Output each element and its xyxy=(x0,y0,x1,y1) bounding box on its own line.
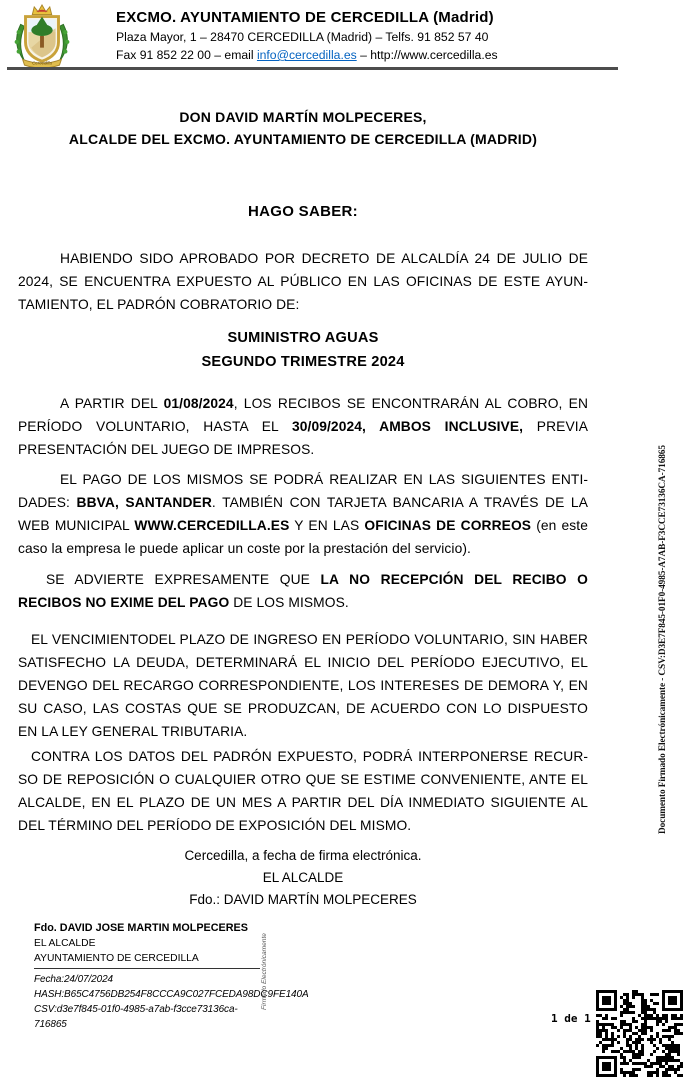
paragraph-vencimiento: EL VENCIMIENTODEL PLAZO DE INGRESO EN PERÍODO VOLUNTARIO, SIN HABER SATISFECHO LA DEUDA, DETERMINARÁ EL INICIO DEL PERÍODO EJECUTIVO, EL DEVENGO DEL RECARGO CORRESPONDIENTE, LOS INTERESES DE DEMORA Y, EN SU CASO, LAS COSTAS QUE SE PRODUZCAN, DE ACUERDO CON LO DISPUESTO EN LA LEY GENERAL TRIBUTARIA. xyxy=(18,632,588,739)
document-title xyxy=(18,106,588,150)
signature-side-note: Firmado Electrónicamente xyxy=(261,933,268,1010)
signature-divider xyxy=(34,968,260,969)
contact-prefix: Fax 91 852 22 00 – email xyxy=(116,48,257,62)
paragraph-entidades-pago xyxy=(18,468,588,560)
p4-text: DE LOS MISMOS. xyxy=(229,595,349,610)
qr-code-icon xyxy=(596,990,683,1077)
subject-line-1: SUMINISTRO AGUAS xyxy=(227,330,379,346)
signature-csv: CSV:d3e7f845-01f0-4985-a7ab-f3cce73136ca-716865 xyxy=(34,1004,238,1030)
contact-suffix: – http://www.cercedilla.es xyxy=(356,48,498,62)
p3-text: EL PAGO DE LOS MISMOS SE PODRÁ REALIZAR EN LAS SIGUIENTES ENTIDADES: xyxy=(18,472,588,510)
signature-date: Fecha:24/07/2024 xyxy=(34,974,114,985)
closing-role-line: EL ALCALDE xyxy=(262,870,344,885)
closing-signed-line: Fdo.: DAVID MARTÍN MOLPECERES xyxy=(189,892,417,907)
closing-place-line: Cercedilla, a fecha de firma electrónica. xyxy=(184,848,422,863)
electronic-signature-box xyxy=(34,921,309,1032)
logo-banner-text: Cercedilla xyxy=(32,60,52,66)
p3-correos: OFICINAS DE CORREOS xyxy=(364,518,532,533)
p2-text: A PARTIR DEL xyxy=(60,396,164,411)
csv-margin-note: Documento Firmado Electrónicamente - CSV:D3E7F845-01F0-4985-A7AB-F3CCE73136CA-716865 xyxy=(658,445,668,834)
p3-text: (en este caso la empresa le puede aplicar un coste por la prestación del servicio). xyxy=(18,518,589,556)
letterhead xyxy=(0,0,700,72)
p4-text: SE ADVIERTE EXPRESAMENTE QUE xyxy=(46,572,321,587)
p3-text: Y EN LAS xyxy=(289,518,365,533)
cercedilla-coat-of-arms-icon xyxy=(10,3,74,69)
hago-saber-heading: HAGO SABER: xyxy=(248,203,358,220)
subject-line-2: SEGUNDO TRIMESTRE 2024 xyxy=(201,354,405,370)
org-contact-line xyxy=(116,47,636,63)
p3-text: . TAMBIÉN CON TARJETA BANCARIA A TRAVÉS DE LA WEB MUNICIPAL xyxy=(18,495,589,533)
p2-fecha-inicio: 01/08/2024 xyxy=(163,396,234,411)
title-line-2: ALCALDE DEL EXCMO. AYUNTAMIENTO DE CERCEDILLA (MADRID) xyxy=(68,131,538,147)
p2-fecha-fin: 30/09/2024, AMBOS INCLUSIVE, xyxy=(291,419,524,434)
subject-heading xyxy=(18,326,588,374)
paragraph-recursos: CONTRA LOS DATOS DEL PADRÓN EXPUESTO, PODRÁ INTERPONERSE RECURSO DE REPOSICIÓN O CUALQUIER OTRO QUE SE ESTIME CONVENIENTE, ANTE EL ALCALDE, EN EL PLAZO DE UN MES A PARTIR DEL DÍA INMEDIATO SIGUIENTE AL DEL TÉRMINO DEL PERÍODO DE EXPOSICIÓN DEL MISMO. xyxy=(18,749,588,833)
closing-block xyxy=(18,845,588,911)
p2-text: , LOS RECIBOS SE ENCONTRARÁN AL COBRO, EN PERÍODO VOLUNTARIO, HASTA EL xyxy=(18,396,589,434)
title-line-1: DON DAVID MARTÍN MOLPECERES, xyxy=(179,109,427,125)
signer-org: AYUNTAMIENTO DE CERCEDILLA xyxy=(34,953,199,964)
email-link[interactable]: info@cercedilla.es xyxy=(256,48,357,62)
p4-advertencia-bold: LA NO RECEPCIÓN DEL RECIBO O RECIBOS NO EXIME DEL PAGO xyxy=(18,572,588,610)
signer-name: Fdo. DAVID JOSE MARTIN MOLPECERES xyxy=(34,922,248,934)
org-name: EXCMO. AYUNTAMIENTO DE CERCEDILLA (Madrid) xyxy=(116,9,494,26)
p3-bancos: BBVA, SANTANDER xyxy=(76,495,212,510)
header-divider xyxy=(7,67,618,70)
page-indicator: 1 de 1 xyxy=(551,1012,591,1025)
org-address-line: Plaza Mayor, 1 – 28470 CERCEDILLA (Madrid) – Telfs. 91 852 57 40 xyxy=(116,30,489,44)
p3-web: WWW.CERCEDILLA.ES xyxy=(134,518,290,533)
p2-text: PREVIA PRESENTACIÓN DEL JUEGO DE IMPRESOS. xyxy=(18,419,589,457)
paragraph-plazo-cobro xyxy=(18,392,588,461)
signer-role: EL ALCALDE xyxy=(34,938,96,949)
paragraph-advertencia xyxy=(18,568,588,614)
paragraph-padron: HABIENDO SIDO APROBADO POR DECRETO DE ALCALDÍA 24 DE JULIO DE 2024, SE ENCUENTRA EXPUESTO AL PÚBLICO EN LAS OFICINAS DE ESTE AYUNTAMIENTO, EL PADRÓN COBRATORIO DE: xyxy=(18,251,588,312)
signature-hash: HASH:B65C4756DB254F8CCCA9C027FCEDA98DC9FE140A xyxy=(34,989,309,1000)
document-body xyxy=(18,72,588,911)
